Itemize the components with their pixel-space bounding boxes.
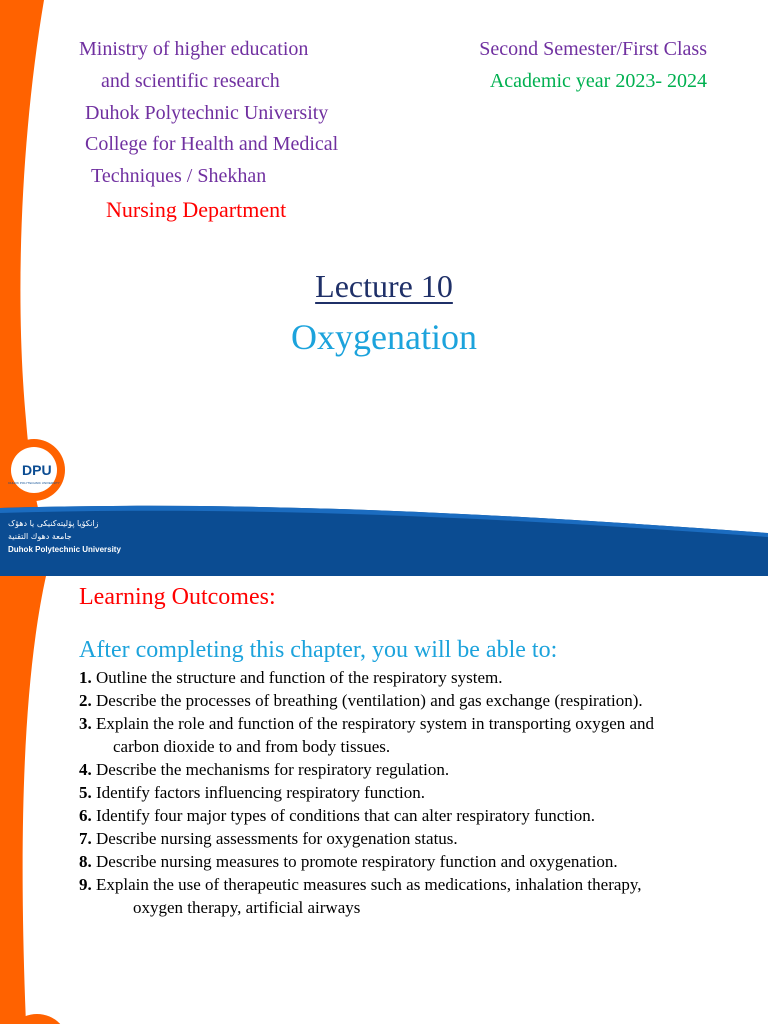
university-name: Duhok Polytechnic University xyxy=(85,102,329,124)
outcome-item: 3. Explain the role and function of the respiratory system in transporting oxygen and xyxy=(79,714,655,733)
orange-left-swoosh-2 xyxy=(0,576,46,1024)
outcome-item: 6. Identify four major types of conditions that can alter respiratory function. xyxy=(79,806,595,825)
college-line-2: Techniques / Shekhan xyxy=(91,165,267,187)
logo-caption: DUHOK POLYTECHNIC UNIVERSITY xyxy=(8,481,60,485)
university-name-arabic: جامعة دهوك التقنية xyxy=(8,532,72,541)
semester-info: Second Semester/First Class xyxy=(479,38,707,60)
outcomes-list xyxy=(79,666,744,919)
blue-band xyxy=(0,506,768,576)
logo-initials: DPU xyxy=(22,462,52,478)
university-name-kurdish: زانکۆیا پۆلیتەکنیکی یا دهۆک xyxy=(8,519,99,528)
outcome-item-continuation: carbon dioxide to and from body tissues. xyxy=(113,737,391,756)
learning-outcomes-slide xyxy=(0,576,768,1024)
university-name-english: Duhok Polytechnic University xyxy=(8,545,121,554)
outcome-item-continuation: oxygen therapy, artificial airways xyxy=(133,898,361,917)
outcomes-heading: Learning Outcomes: xyxy=(79,584,276,610)
department-name: Nursing Department xyxy=(106,197,287,222)
outcome-item: 2. Describe the processes of breathing (ventilation) and gas exchange (respiration). xyxy=(79,691,643,710)
university-logo xyxy=(0,436,68,504)
outcome-item: 9. Explain the use of therapeutic measures such as medications, inhalation therapy, xyxy=(79,875,642,894)
outcome-item: 1. Outline the structure and function of the respiratory system. xyxy=(79,668,503,687)
topic-title: Oxygenation xyxy=(291,317,477,357)
outcome-item: 5. Identify factors influencing respiratory function. xyxy=(79,783,426,802)
university-logo-icon xyxy=(0,436,68,504)
ministry-line-1: Ministry of higher education xyxy=(79,38,309,60)
outcomes-intro: After completing this chapter, you will be able to: xyxy=(79,637,558,663)
outcome-item: 7. Describe nursing assessments for oxygenation status. xyxy=(79,829,458,848)
academic-year: Academic year 2023- 2024 xyxy=(489,70,707,92)
lecture-title: Lecture 10 xyxy=(315,268,453,304)
outcome-item: 4. Describe the mechanisms for respiratory regulation. xyxy=(79,760,450,779)
college-line-1: College for Health and Medical xyxy=(85,133,339,155)
outcome-item: 8. Describe nursing measures to promote respiratory function and oxygenation. xyxy=(79,852,618,871)
ministry-line-2: and scientific research xyxy=(101,70,280,92)
